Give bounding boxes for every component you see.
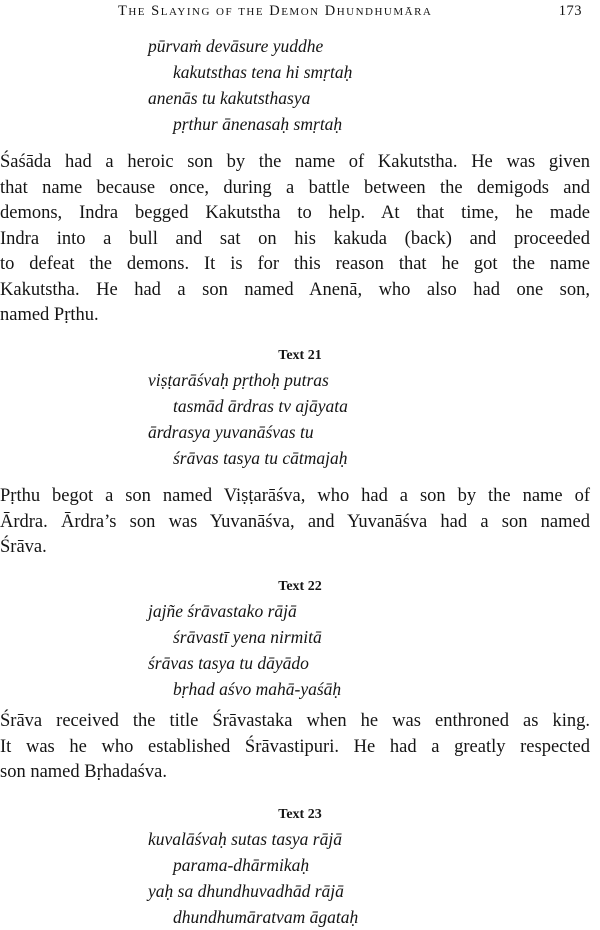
title-word: OF — [216, 6, 234, 18]
title-word: THE — [238, 6, 265, 18]
text-line: Śrāva received the title Śrāvastaka when he was enthroned as king. — [0, 711, 590, 731]
verse-line: anenās tu kakutsthasya — [148, 88, 311, 108]
text-line: It was he who established Śrāvastipuri. He had a greatly respected — [0, 736, 590, 757]
text-line: that name because once, during a battle between the demigods and — [0, 177, 590, 198]
text-21-heading: Text 21 — [278, 348, 322, 363]
verse-line: viṣṭarāśvaḥ pṛthoḥ putras — [148, 370, 329, 390]
text-line: Śaśāda had a heroic son by the name of Kakutstha. He was given — [0, 152, 590, 172]
page-number: 173 — [558, 3, 582, 19]
translation-22 — [0, 709, 590, 786]
text-line: to defeat the demons. It is for this reason that he got the name — [0, 254, 590, 274]
verse-line: yaḥ sa dhundhuvadhād rājā — [148, 881, 344, 901]
text-line: son named Bṛhadaśva. — [0, 762, 167, 782]
text-line: Kakutstha. He had a son named Anenā, who also had one son, — [0, 279, 590, 300]
verse-22 — [148, 598, 588, 702]
text-line: named Pṛthu. — [0, 305, 99, 325]
translation-21 — [0, 484, 590, 561]
verse-line: dhundhumāratvam āgataḥ — [173, 907, 359, 927]
verse-line: ārdrasya yuvanāśvas tu — [148, 422, 314, 442]
text-line: Ārdra. Ārdra’s son was Yuvanāśva, and Yuvanāśva had a son named — [0, 511, 590, 532]
running-header — [118, 3, 600, 25]
verse-line: parama-dhārmikaḥ — [173, 855, 310, 875]
text-22-heading: Text 22 — [278, 579, 322, 594]
verse-line: kuvalāśvaḥ sutas tasya rājā — [148, 829, 342, 849]
translation-20 — [0, 150, 590, 329]
verse-line: śrāvas tasya tu cātmajaḥ — [173, 448, 348, 468]
text-line: Pṛthu begot a son named Viṣṭarāśva, who had a son by the name of — [0, 486, 590, 506]
running-title — [118, 3, 432, 20]
verse-line: tasmād ārdras tv ajāyata — [173, 396, 348, 416]
title-word: SLAYING — [151, 3, 211, 19]
verse-line: pūrvaṁ devāsure yuddhe — [148, 36, 324, 56]
verse-line: pṛthur ānenasaḥ smṛtaḥ — [173, 114, 343, 134]
text-line: Śrāva. — [0, 537, 47, 557]
verse-line: kakutsthas tena hi smṛtaḥ — [173, 62, 353, 82]
title-word: DEMON — [269, 3, 320, 19]
verse-line: bṛhad aśvo mahā-yaśāḥ — [173, 679, 342, 699]
text-line: demons, Indra begged Kakutstha to help. At that time, he made — [0, 203, 590, 223]
text-23-heading: Text 23 — [278, 807, 322, 822]
verse-line: śrāvas tasya tu dāyādo — [148, 653, 309, 673]
verse-line: śrāvastī yena nirmitā — [173, 627, 322, 647]
title-word: DHUNDHUMĀRA — [324, 3, 433, 19]
verse-21 — [148, 367, 588, 471]
verse-20 — [148, 33, 588, 137]
text-line: Indra into a bull and sat on his kakuda (back) and proceeded — [0, 228, 590, 249]
verse-23 — [148, 826, 588, 930]
verse-line: jajñe śrāvastako rājā — [148, 601, 297, 621]
title-word: THE — [118, 3, 147, 19]
